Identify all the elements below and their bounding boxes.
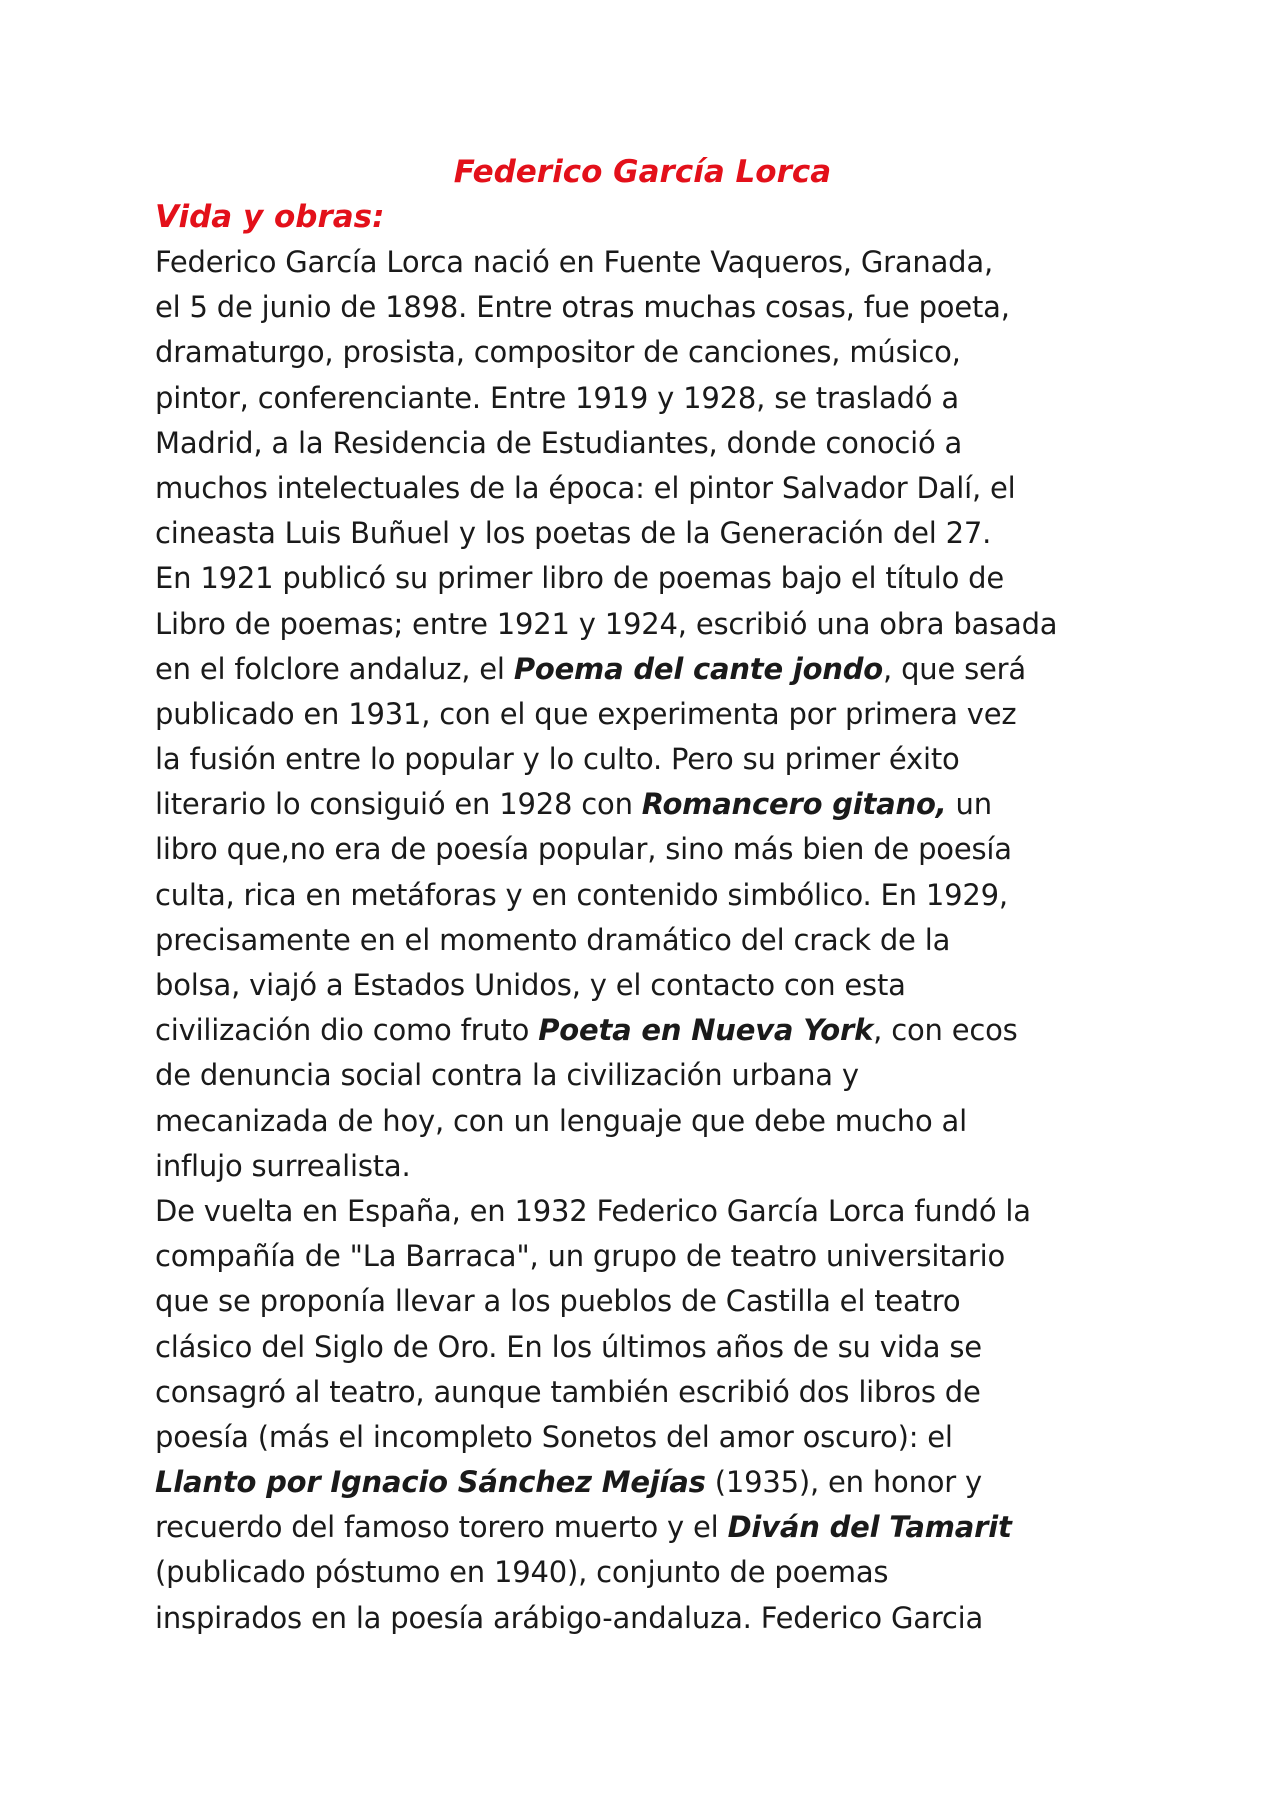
text-run: De vuelta en España, en 1932 Federico García Lorca fundó la: [155, 1193, 1031, 1228]
text-run: , con ecos: [873, 1013, 1018, 1048]
text-run: Libro de poemas; entre 1921 y 1924, escribió una obra basada: [155, 606, 1058, 641]
text-line: [155, 1144, 1130, 1189]
text-line: [155, 240, 1130, 285]
text-run: un: [946, 787, 992, 822]
text-run: consagró al teatro, aunque también escribió dos libros de: [155, 1374, 981, 1409]
text-line: [155, 1008, 1130, 1053]
text-run: libro que,no era de poesía popular, sino más bien de poesía: [155, 832, 1012, 867]
text-run: influjo surrealista.: [155, 1148, 411, 1183]
text-run: recuerdo del famoso torero muerto y el: [155, 1510, 728, 1545]
text-line: [155, 1053, 1130, 1098]
text-run: dramaturgo, prosista, compositor de canciones, músico,: [155, 335, 961, 370]
work-title: Poema del cante jondo: [513, 651, 884, 686]
text-line: [155, 556, 1130, 601]
text-line: [155, 1279, 1130, 1324]
text-line: [155, 1325, 1130, 1370]
text-run: En 1921 publicó su primer libro de poemas bajo el título de: [155, 561, 1005, 596]
work-title: Llanto por Ignacio Sánchez Mejías: [155, 1465, 706, 1500]
text-run: compañía de "La Barraca", un grupo de teatro universitario: [155, 1239, 1006, 1274]
text-run: de denuncia social contra la civilización urbana y: [155, 1058, 859, 1093]
text-run: Federico García Lorca nació en Fuente Vaqueros, Granada,: [155, 245, 993, 279]
text-run: culta, rica en metáforas y en contenido simbólico. En 1929,: [155, 877, 1008, 912]
text-run: , que será: [883, 651, 1026, 686]
text-run: cineasta Luis Buñuel y los poetas de la Generación del 27.: [155, 516, 992, 551]
text-run: bolsa, viajó a Estados Unidos, y el contacto con esta: [155, 968, 906, 1002]
text-line: [155, 827, 1130, 872]
body-text: [155, 240, 1130, 1641]
work-title: Poeta en Nueva York: [538, 1013, 874, 1048]
text-run: precisamente en el momento dramático del crack de la: [155, 922, 951, 957]
text-run: el 5 de junio de 1898. Entre otras muchas cosas, fue poeta,: [155, 290, 1010, 325]
text-run: la fusión entre lo popular y lo culto. Pero su primer éxito: [155, 742, 960, 777]
text-line: [155, 602, 1130, 647]
text-line: [155, 1234, 1130, 1279]
text-line: [155, 1099, 1130, 1144]
text-line: [155, 1370, 1130, 1415]
text-run: poesía (más el incompleto Sonetos del amor oscuro): el: [155, 1419, 953, 1454]
work-title: Romancero gitano,: [641, 787, 947, 822]
text-line: [155, 963, 1130, 1008]
section-heading: Vida y obras:: [155, 199, 385, 235]
text-line: [155, 511, 1130, 556]
text-line: [155, 647, 1130, 692]
text-run: Madrid, a la Residencia de Estudiantes, donde conoció a: [155, 425, 963, 460]
text-line: [155, 1550, 1130, 1595]
text-line: [155, 1505, 1130, 1550]
text-line: [155, 737, 1130, 782]
text-run: (publicado póstumo en 1940), conjunto de poemas: [155, 1555, 889, 1590]
document-title: Federico García Lorca: [453, 154, 832, 190]
text-run: muchos intelectuales de la época: el pintor Salvador Dalí, el: [155, 470, 1016, 505]
document-content: [155, 150, 1130, 1641]
text-run: clásico del Siglo de Oro. En los últimos años de su vida se: [155, 1329, 982, 1364]
text-line: [155, 1415, 1130, 1460]
text-line: [155, 873, 1130, 918]
text-run: inspirados en la poesía arábigo-andaluza. Federico Garcia: [155, 1600, 984, 1635]
text-line: [155, 1460, 1130, 1505]
text-line: [155, 330, 1130, 375]
text-line: [155, 692, 1130, 737]
text-line: [155, 1596, 1130, 1641]
text-run: en el folclore andaluz, el: [155, 651, 514, 686]
text-line: [155, 421, 1130, 466]
text-line: [155, 376, 1130, 421]
work-title: Diván del Tamarit: [727, 1510, 1012, 1545]
text-run: publicado en 1931, con el que experimenta por primera vez: [155, 696, 1017, 731]
text-run: que se proponía llevar a los pueblos de Castilla el teatro: [155, 1284, 961, 1319]
text-line: [155, 918, 1130, 963]
text-line: [155, 285, 1130, 330]
text-line: [155, 782, 1130, 827]
text-run: pintor, conferenciante. Entre 1919 y 1928, se trasladó a: [155, 380, 959, 415]
text-run: (1935), en honor y: [705, 1465, 983, 1500]
text-line: [155, 1189, 1130, 1234]
text-run: mecanizada de hoy, con un lenguaje que debe mucho al: [155, 1103, 967, 1138]
text-run: literario lo consiguió en 1928 con: [155, 787, 642, 822]
text-line: [155, 466, 1130, 511]
text-run: civilización dio como fruto: [155, 1013, 539, 1048]
